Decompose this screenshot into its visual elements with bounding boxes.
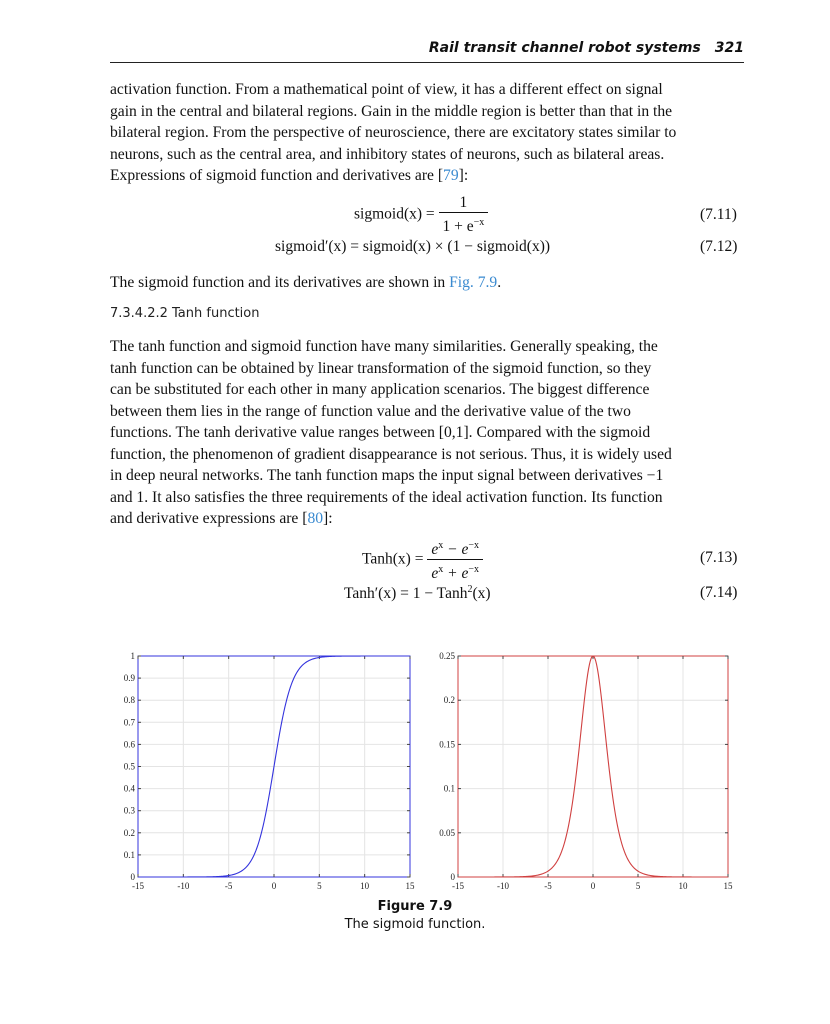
eq-exponent: 2	[467, 584, 473, 595]
y-tick-label: 0.7	[123, 717, 135, 728]
num-base-b: − e	[443, 541, 469, 559]
y-tick-label: 1	[130, 651, 135, 661]
den-exponent: −x	[473, 217, 485, 228]
y-tick-label: 0.1	[443, 783, 455, 794]
text-tail: ]:	[458, 167, 469, 184]
y-tick-label: 0.2	[123, 827, 135, 838]
x-tick-label: -10	[177, 881, 190, 891]
eq-fraction	[439, 193, 489, 237]
paragraph-3	[110, 336, 746, 530]
den-exp-b: −x	[468, 564, 479, 576]
equation-7-11	[354, 193, 488, 237]
den-exp-a: x	[438, 564, 444, 576]
y-tick-label: 0.9	[123, 673, 135, 684]
eq-lhs: Tanh(x) =	[362, 550, 424, 568]
page-number: 321	[714, 40, 744, 56]
x-tick-label: -10	[497, 881, 509, 891]
y-tick-label: 0	[450, 872, 455, 882]
den-text: 1 + e	[442, 218, 474, 236]
eq-numerator	[427, 536, 483, 560]
paragraph-1	[110, 79, 746, 187]
x-tick-label: 15	[723, 881, 733, 891]
eq-lhs: Tanh′(x) = 1 − Tanh	[344, 585, 468, 603]
x-tick-label: 0	[590, 881, 596, 891]
y-tick-label: 0.8	[123, 695, 135, 706]
y-tick-label: 0.4	[123, 783, 135, 794]
text-tail: ]:	[323, 510, 333, 527]
y-tick-label: 0.6	[123, 739, 135, 750]
text-line: and 1. It also satisfies the three requirements of the ideal activation function. Its function	[110, 488, 663, 506]
x-tick-label: -5	[544, 881, 552, 891]
text-line: between them lies in the range of function value and the derivative value of the two	[110, 402, 631, 420]
figure-link[interactable]: Fig. 7.9	[449, 274, 498, 291]
x-tick-label: -15	[132, 881, 144, 891]
citation-link-80[interactable]: 80	[307, 510, 324, 527]
text-line: functions. The tanh derivative value ranges between [0,1]. Compared with the sigmoid	[110, 424, 651, 441]
eq-numerator: 1	[439, 193, 489, 213]
x-tick-label: -15	[452, 881, 464, 891]
eq-denominator	[427, 560, 483, 584]
x-tick-label: 10	[360, 881, 370, 891]
den-base-b: + e	[443, 565, 469, 583]
eq-rhs: (x)	[472, 585, 491, 603]
text-line: gain in the central and bilateral regions. Gain in the middle region is better than that in the	[110, 102, 673, 120]
citation-link-79[interactable]: 79	[443, 167, 459, 184]
text-line: Expressions of sigmoid function and derivatives are [	[110, 167, 444, 184]
subsection-heading: 7.3.4.2.2 Tanh function	[110, 306, 260, 321]
equation-number-7-14: (7.14)	[700, 584, 738, 601]
text-line: The sigmoid function and its derivatives are shown in	[110, 274, 450, 291]
x-tick-label: -5	[224, 881, 233, 891]
num-exp-b: −x	[468, 540, 479, 551]
equation-7-12: sigmoid′(x) = sigmoid(x) × (1 − sigmoid(x))	[275, 238, 551, 255]
equation-number-7-12: (7.12)	[700, 238, 738, 255]
y-tick-label: 0.5	[123, 761, 135, 772]
eq-fraction	[427, 536, 483, 584]
y-tick-label: 0.2	[443, 695, 455, 706]
text-line: neurons, such as the central area, and inhibitory states of neurons, such as bilateral areas.	[110, 145, 665, 163]
running-header	[110, 40, 744, 60]
equation-7-14	[344, 584, 491, 603]
running-title: Rail transit channel robot systems	[428, 40, 701, 56]
text-line: bilateral region. From the perspective of neuroscience, there are excitatory states similar to	[110, 124, 677, 141]
text-line: can be substituted for each other in many application scenarios. The biggest difference	[110, 381, 650, 398]
text-line: function, the phenomenon of gradient disappearance is not serious. Thus, it is widely used	[110, 445, 672, 463]
num-exp-a: x	[438, 540, 444, 551]
eq-lhs: sigmoid(x) =	[354, 205, 435, 223]
x-tick-label: 5	[635, 881, 641, 891]
y-tick-label: 0.15	[439, 739, 455, 750]
x-tick-label: 10	[678, 881, 688, 891]
figure-label: Figure 7.9	[377, 899, 453, 914]
text-line: The tanh function and sigmoid function have many similarities. Generally speaking, the	[110, 338, 658, 355]
figure-caption: The sigmoid function.	[344, 917, 486, 932]
y-tick-label: 0.05	[439, 827, 455, 838]
sigmoid-chart	[100, 648, 430, 898]
y-tick-label: 0.25	[439, 651, 455, 661]
y-tick-label: 0	[130, 872, 135, 882]
equation-number-7-11: (7.11)	[700, 206, 737, 223]
num-base-a: e	[431, 541, 439, 559]
x-tick-label: 15	[405, 881, 415, 891]
text-line: and derivative expressions are [	[110, 510, 308, 527]
text-line: in deep neural networks. The tanh function maps the input signal between derivatives −1	[110, 467, 664, 484]
text-line: activation function. From a mathematical point of view, it has a different effect on signal	[110, 81, 663, 98]
y-tick-label: 0.1	[123, 849, 135, 860]
den-base-a: e	[431, 565, 439, 583]
x-tick-label: 0	[271, 881, 277, 891]
equation-number-7-13: (7.13)	[700, 549, 738, 566]
paragraph-2	[110, 272, 746, 294]
text-line: tanh function can be obtained by linear transformation of the sigmoid function, so they	[110, 359, 652, 377]
x-tick-label: 5	[317, 881, 322, 891]
text-tail: .	[497, 274, 502, 291]
header-rule	[110, 62, 744, 63]
eq-denominator	[439, 213, 489, 237]
equation-7-13	[362, 536, 483, 584]
sigmoid-derivative-chart	[425, 648, 745, 898]
y-tick-label: 0.3	[123, 805, 135, 816]
